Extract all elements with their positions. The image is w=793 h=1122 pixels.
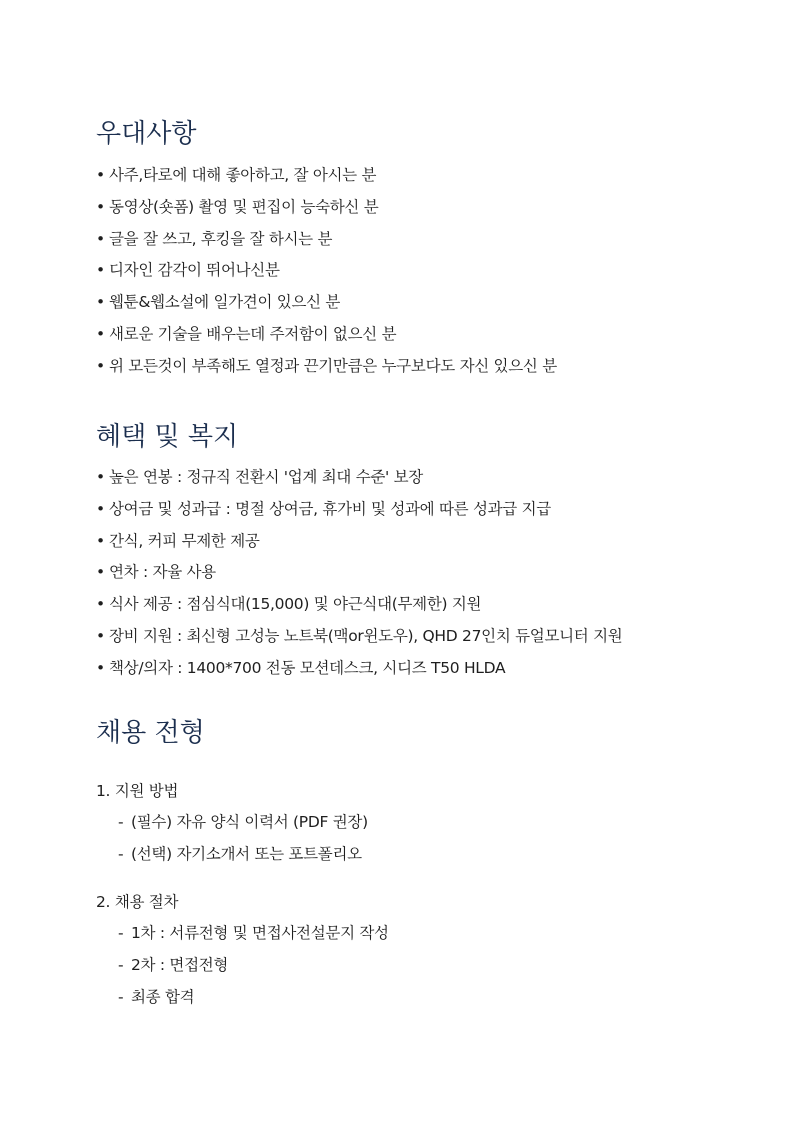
list-item: • 장비 지원 : 최신형 고성능 노트북(맥or윈도우), QHD 27인치 듀얼모니터 지원 — [96, 626, 623, 645]
section-title-benefits: 혜택 및 복지 — [96, 422, 239, 452]
list-item: • 디자인 감각이 뛰어나신분 — [96, 261, 280, 280]
list-item: - 최종 합격 — [118, 987, 195, 1006]
list-item: • 식사 제공 : 점심식대(15,000) 및 야근식대(무제한) 지원 — [96, 595, 482, 614]
list-item: - 2차 : 면접전형 — [118, 955, 229, 974]
list-item: • 글을 잘 쓰고, 후킹을 잘 하시는 분 — [96, 229, 333, 248]
list-item: • 사주,타로에 대해 좋아하고, 잘 아시는 분 — [96, 166, 377, 184]
list-item: • 연차 : 자율 사용 — [96, 563, 216, 582]
list-item: • 위 모든것이 부족해도 열정과 끈기만큼은 누구보다도 자신 있으신 분 — [96, 356, 557, 375]
section-title-hiring: 채용 전형 — [96, 718, 205, 748]
preferred-list — [96, 160, 756, 383]
list-item: • 높은 연봉 : 정규직 전환시 '업계 최대 수준' 보장 — [96, 468, 423, 486]
list-item: - 1차 : 서류전형 및 면접사전설문지 작성 — [118, 924, 389, 942]
list-item: • 상여금 및 성과급 : 명절 상여금, 휴가비 및 성과에 따른 성과급 지급 — [96, 499, 551, 518]
list-item: - (필수) 자유 양식 이력서 (PDF 권장) — [118, 813, 368, 831]
list-item: • 간식, 커피 무제한 제공 — [96, 531, 260, 550]
section-title-preferred: 우대사항 — [96, 119, 197, 149]
list-item: • 웹툰&웹소설에 일가견이 있으신 분 — [96, 293, 341, 312]
list-item: • 책상/의자 : 1400*700 전동 모션데스크, 시디즈 T50 HLDA — [96, 658, 506, 677]
apply-method-list — [118, 807, 778, 871]
list-item: • 새로운 기술을 배우는데 주저함이 없으신 분 — [96, 324, 397, 343]
benefits-list — [96, 462, 756, 685]
list-item: • 동영상(숏폼) 촬영 및 편집이 능숙하신 분 — [96, 197, 379, 216]
step-label-apply: 1. 지원 방법 — [96, 782, 179, 800]
step-label-process: 2. 채용 절차 — [96, 893, 179, 911]
hiring-process-list — [118, 918, 778, 1013]
list-item: - (선택) 자기소개서 또는 포트폴리오 — [118, 844, 362, 863]
